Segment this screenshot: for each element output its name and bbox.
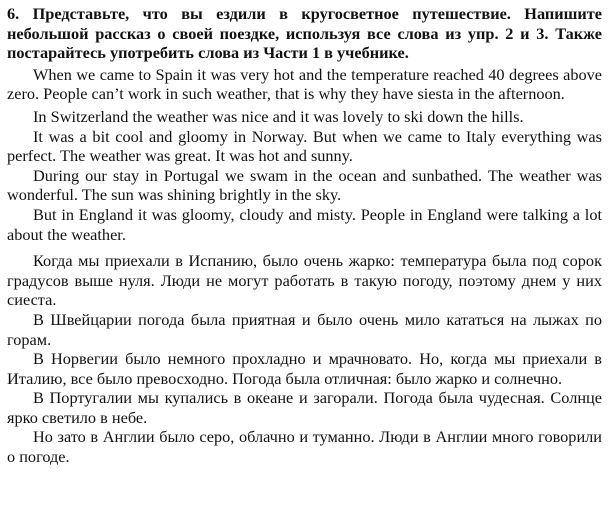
english-paragraph-portugal: During our stay in Portugal we swam in the ocean and sunbathed. The weather was wonderful. The sun was shining brightly in the sky. bbox=[7, 165, 602, 205]
russian-paragraph-switzerland: В Швейцарии погода была приятная и было очень мило кататься на лыжах по горам. bbox=[7, 309, 602, 349]
english-story bbox=[7, 65, 602, 244]
english-paragraph-switzerland: In Switzerland the weather was nice and it was lovely to ski down the hills. bbox=[33, 106, 524, 126]
english-paragraph-england: But in England it was gloomy, cloudy and misty. People in England were talking a lot about the weather. bbox=[7, 204, 602, 244]
exercise-task: 6. Представьте, что вы ездили в кругосветное путешествие. Напишите небольшой рассказ о своей поездке, используя все слова из упр. 2 и 3. Также постарайтесь употребить слова из Части 1 в учебнике. bbox=[7, 4, 602, 63]
russian-story bbox=[7, 251, 602, 467]
russian-paragraph-spain: Когда мы приехали в Испанию, было очень жарко: температура была под сорок градусов выше нуля. Люди не могут работать в такую погоду, поэтому днем у них сиеста. bbox=[7, 251, 602, 310]
english-paragraph-norway-italy: It was a bit cool and gloomy in Norway. But when we came to Italy everything was perfect. The weather was great. It was hot and sunny. bbox=[7, 126, 602, 166]
russian-paragraph-portugal: В Португалии мы купались в океане и загорали. Погода была чудесная. Солнце ярко светило в небе. bbox=[7, 388, 602, 427]
russian-paragraph-england: Но зато в Англии было серо, облачно и туманно. Люди в Англии много говорили о погоде. bbox=[7, 427, 602, 467]
english-paragraph-spain: When we came to Spain it was very hot and the temperature reached 40 degrees above zero. People can’t work in such weather, that is why they have siesta in the afternoon. bbox=[7, 64, 602, 104]
russian-paragraph-norway-italy: В Норвегии было немного прохладно и мрачновато. Но, когда мы приехали в Италию, все было превосходно. Погода была отличная: было жарко и солнечно. bbox=[7, 349, 602, 388]
